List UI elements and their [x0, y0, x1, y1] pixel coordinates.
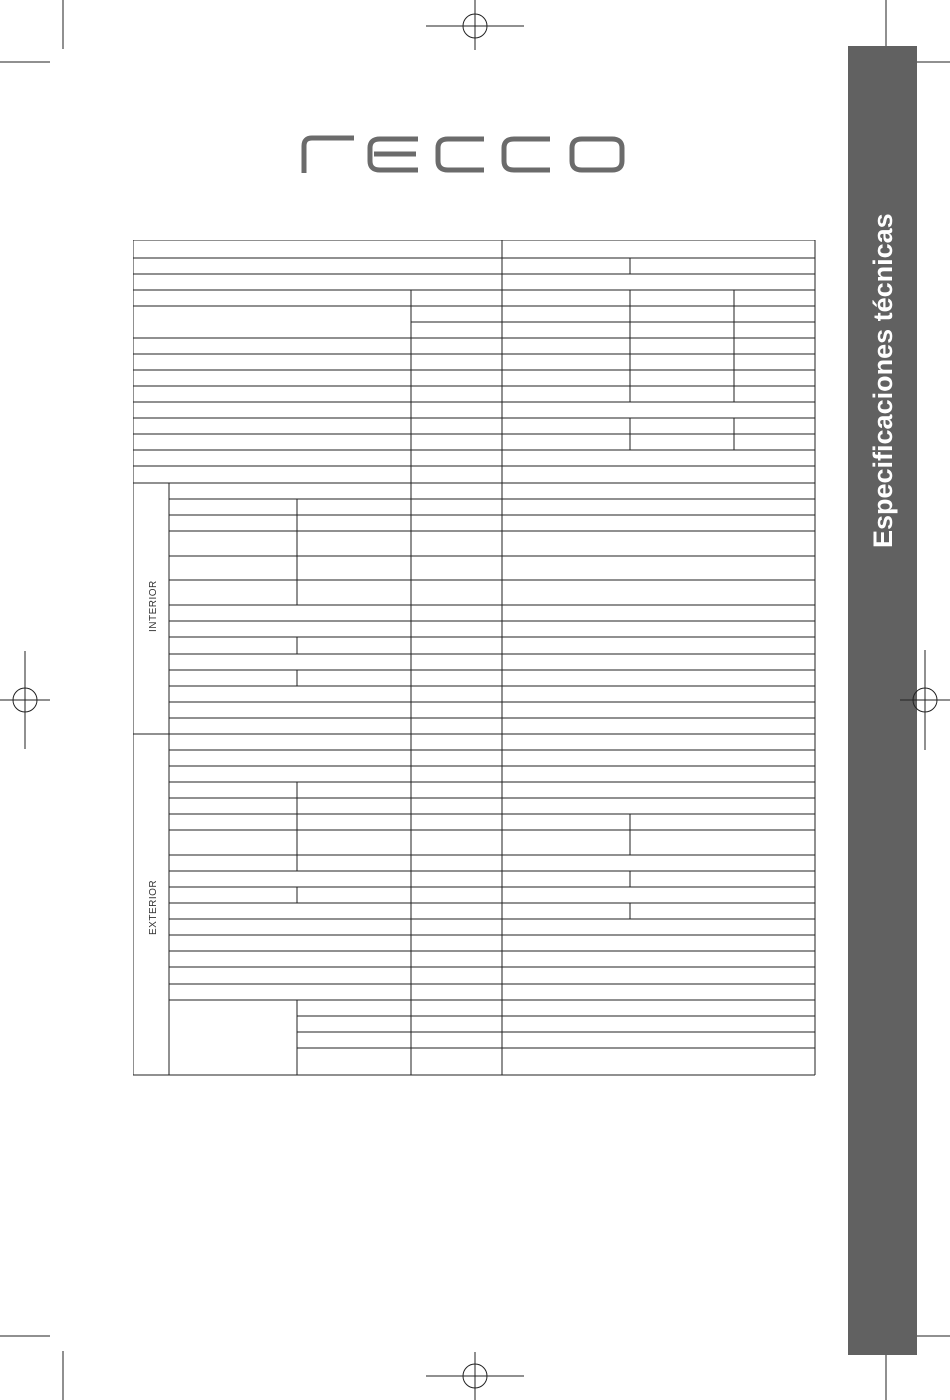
- registration-mark-left: [0, 651, 50, 749]
- registration-mark-bottom: [426, 1352, 524, 1400]
- spec-table: [133, 240, 816, 1076]
- registration-mark-right: [890, 650, 950, 750]
- section-label-interior: INTERIOR: [148, 580, 159, 632]
- recco-logo: [296, 128, 628, 178]
- side-tab-label: Especificaciones técnicas: [868, 213, 898, 548]
- section-label-exterior: EXTERIOR: [148, 879, 159, 935]
- registration-mark-top: [426, 0, 524, 50]
